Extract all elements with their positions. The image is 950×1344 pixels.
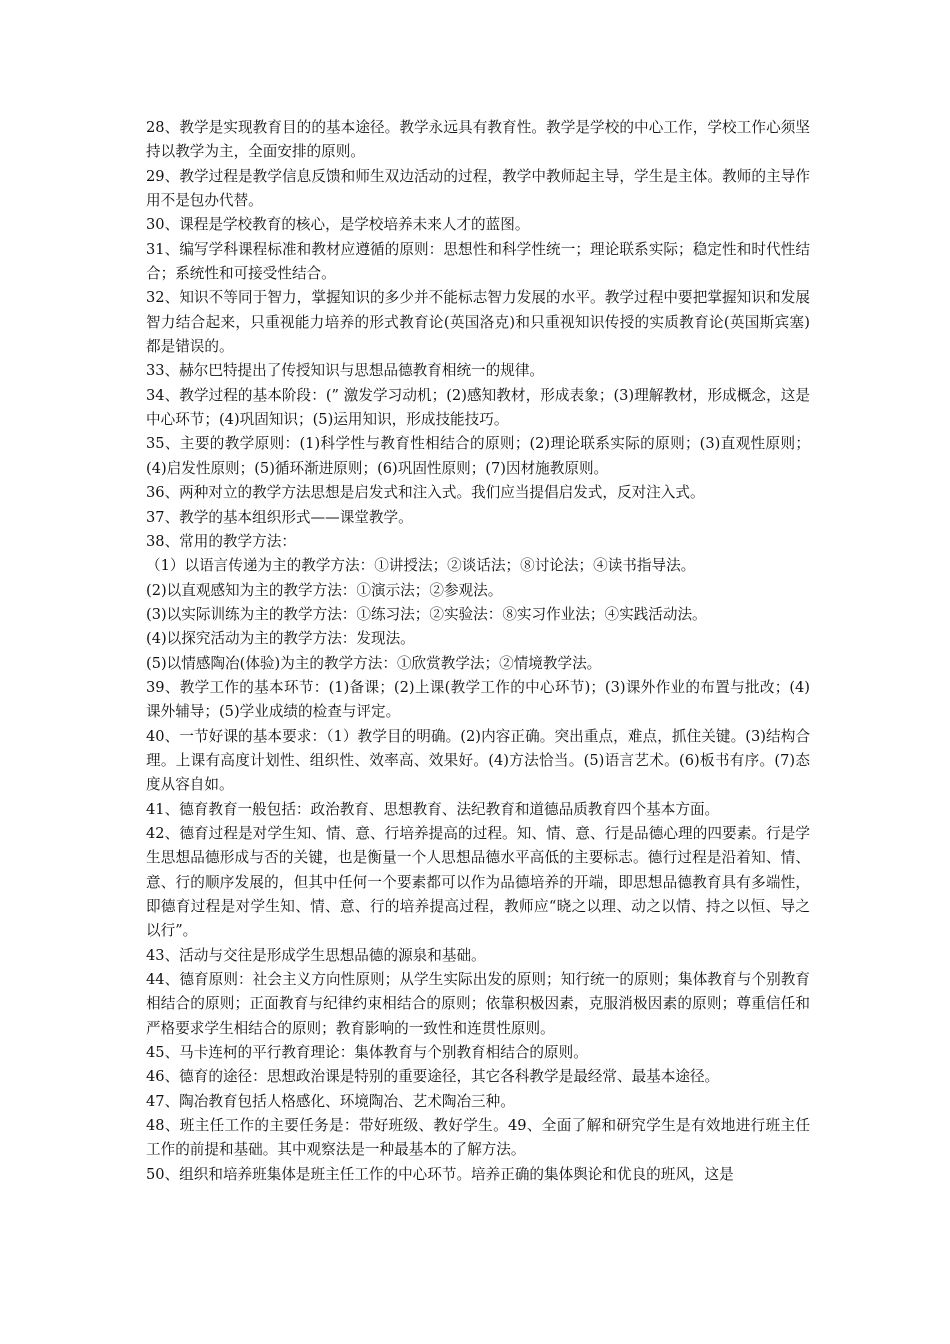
document-body (146, 116, 810, 1187)
paragraph-38-3: (3)以实际训练为主的教学方法：①练习法；②实验法：⑧实习作业法；④实践活动法。 (146, 605, 707, 623)
paragraph-46: 46、德育的途径：思想政治课是特别的重要途径，其它各科教学是最经常、最基本途径。 (146, 1068, 720, 1086)
paragraph-34: 34、教学过程的基本阶段：(” 激发学习动机；(2)感知教材，形成表象；(3)理解教材，形成概念，这是中心环节；(4)巩固知识；(5)运用知识，形成技能技巧。 (146, 386, 810, 429)
paragraph-43: 43、活动与交往是形成学生思想品德的源泉和基础。 (146, 946, 486, 964)
paragraph-29: 29、教学过程是教学信息反馈和师生双边活动的过程，教学中教师起主导，学生是主体。教师的主导作用不是包办代替。 (146, 167, 810, 210)
paragraph-28: 28、教学是实现教育目的的基本途径。教学永远具有教育性。教学是学校的中心工作，学校工作心须坚持以教学为主，全面安排的原则。 (146, 119, 810, 161)
paragraph-38: 38、常用的教学方法： (146, 532, 296, 550)
paragraph-48: 48、班主任工作的主要任务是：带好班级、教好学生。49、全面了解和研究学生是有效地进行班主任工作的前提和基础。其中观察法是一种最基本的了解方法。 (146, 1117, 810, 1159)
paragraph-40: 40、一节好课的基本要求：（1）教学目的明确。(2)内容正确。突出重点，难点，抓住关键。(3)结构合理。上课有高度计划性、组织性、效率高、效果好。(4)方法恰当。(5)语言艺术。(6)板书有序。(7)态度从容自如。 (146, 727, 810, 794)
paragraph-36: 36、两种对立的教学方法思想是启发式和注入式。我们应当提倡启发式，反对注入式。 (146, 484, 705, 502)
paragraph-38-2: (2)以直观感知为主的教学方法：①演示法；②参观法。 (146, 581, 503, 599)
paragraph-42: 42、德育过程是对学生知、情、意、行培养提高的过程。知、情、意、行是品德心理的四要素。行是学生思想品德形成与否的关键，也是衡量一个人思想品德水平高低的主要标志。德行过程是沿着知、情、意、行的顺序发展的，但其中任何一个要素都可以作为品德培养的开端，即思想品德教育具有多端性，即德育过程是对学生知、情、意、行的培养提高过程，教师应“晓之以理、动之以情、持之以恒、导之以行”。 (146, 824, 810, 940)
paragraph-47: 47、陶冶教育包括人格感化、环境陶冶、艺术陶冶三种。 (146, 1092, 515, 1110)
paragraph-44: 44、德育原则：社会主义方向性原则；从学生实际出发的原则；知行统一的原则；集体教育与个别教育相结合的原则；正面教育与纪律约束相结合的原则；依靠积极因素，克服消极因素的原则；尊重信任和严格要求学生相结合的原则；教育影响的一致性和连贯性原则。 (146, 971, 810, 1037)
paragraph-38-4: (4)以探究活动为主的教学方法：发现法。 (146, 630, 415, 648)
paragraph-38-5: (5)以情感陶冶(体验)为主的教学方法：①欣赏教学法；②情境教学法。 (146, 654, 602, 672)
paragraph-31: 31、编写学科课程标准和教材应遵循的原则：思想性和科学性统一；理论联系实际；稳定性和时代性结合；系统性和可接受性结合。 (146, 240, 810, 283)
paragraph-38-1: （1）以语言传递为主的教学方法：①讲授法；②谈话法；⑧讨论法；④读书指导法。 (146, 557, 696, 575)
paragraph-37: 37、教学的基本组织形式——课堂教学。 (146, 508, 413, 526)
paragraph-30: 30、课程是学校教育的核心，是学校培养未来人才的蓝图。 (146, 216, 530, 234)
paragraph-32: 32、知识不等同于智力，掌握知识的多少并不能标志智力发展的水平。教学过程中要把掌握知识和发展智力结合起来，只重视能力培养的形式教育论(英国洛克)和只重视知识传授的实质教育论(英国斯宾塞)都是错误的。 (146, 289, 810, 356)
paragraph-33: 33、赫尔巴特提出了传授知识与思想品德教育相统一的规律。 (146, 362, 545, 380)
paragraph-41: 41、德育教育一般包括：政治教育、思想教育、法纪教育和道德品质教育四个基本方面。 (146, 800, 720, 818)
paragraph-39: 39、教学工作的基本环节：(1)备课；(2)上课(教学工作的中心环节)；(3)课外作业的布置与批改；(4)课外辅导；(5)学业成绩的检查与评定。 (146, 678, 810, 721)
paragraph-50: 50、组织和培养班集体是班主任工作的中心环节。培养正确的集体舆论和优良的班风，这是 (146, 1165, 734, 1183)
paragraph-35: 35、主要的教学原则：(1)科学性与教育性相结合的原则；(2)理论联系实际的原则；(3)直观性原则；(4)启发性原则；(5)循环渐进原则；(6)巩固性原则；(7)因材施教原则。 (146, 435, 810, 477)
paragraph-45: 45、马卡连柯的平行教育理论：集体教育与个别教育相结合的原则。 (146, 1044, 588, 1062)
